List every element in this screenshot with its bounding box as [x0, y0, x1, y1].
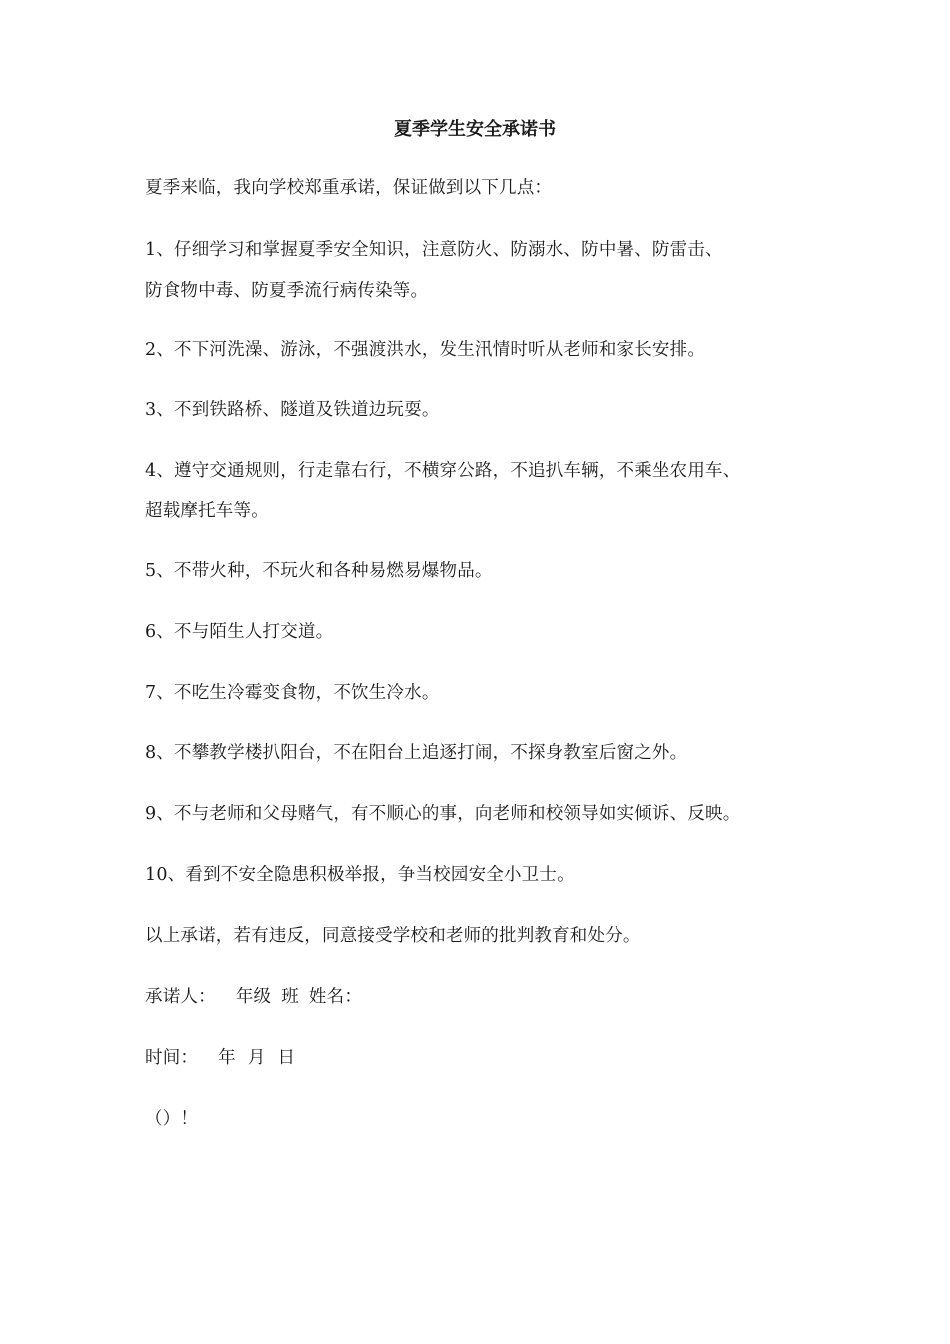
item-4-line-1: 4、遵守交通规则，行走靠右行，不横穿公路，不追扒车辆，不乘坐农用车、 [145, 461, 741, 481]
item-3: 3、不到铁路桥、隧道及铁道边玩耍。 [145, 400, 440, 420]
date-label: 时间： [145, 1048, 199, 1068]
grade-field: 年级 [235, 987, 272, 1007]
item-8: 8、不攀教学楼扒阳台，不在阳台上追逐打闹，不探身教室后窗之外。 [145, 743, 688, 763]
date-line [145, 1046, 295, 1070]
item-9: 9、不与老师和父母赌气，有不顺心的事，向老师和校领导如实倾诉、反映。 [145, 804, 741, 824]
class-field: 班 [281, 987, 299, 1007]
item-6: 6、不与陌生人打交道。 [145, 622, 334, 642]
closing-paragraph: 以上承诺，若有违反，同意接受学校和老师的批判教育和处分。 [145, 926, 641, 946]
item-1-line-2: 防食物中毒、防夏季流行病传染等。 [145, 281, 429, 301]
day-field: 日 [277, 1048, 296, 1068]
intro-paragraph: 夏季来临，我向学校郑重承诺，保证做到以下几点： [145, 178, 553, 198]
signature-line [145, 985, 362, 1009]
item-1-line-1: 1、仔细学习和掌握夏季安全知识，注意防火、防溺水、防中暑、防雷击、 [145, 240, 723, 260]
signature-label: 承诺人： [145, 987, 216, 1007]
year-field: 年 [218, 1048, 236, 1068]
month-field: 月 [247, 1048, 266, 1068]
document-title: 夏季学生安全承诺书 [394, 119, 556, 140]
item-7: 7、不吃生冷霉变食物，不饮生冷水。 [145, 683, 440, 703]
name-field: 姓名： [308, 987, 363, 1007]
item-2: 2、不下河洗澡、游泳，不强渡洪水，发生汛情时听从老师和家长安排。 [145, 340, 706, 360]
item-5: 5、不带火种，不玩火和各种易燃易爆物品。 [145, 561, 493, 581]
item-4-line-2: 超载摩托车等。 [145, 501, 269, 521]
footer-note: （）！ [145, 1109, 199, 1129]
item-10: 10、看到不安全隐患积极举报，争当校园安全小卫士。 [145, 865, 575, 885]
